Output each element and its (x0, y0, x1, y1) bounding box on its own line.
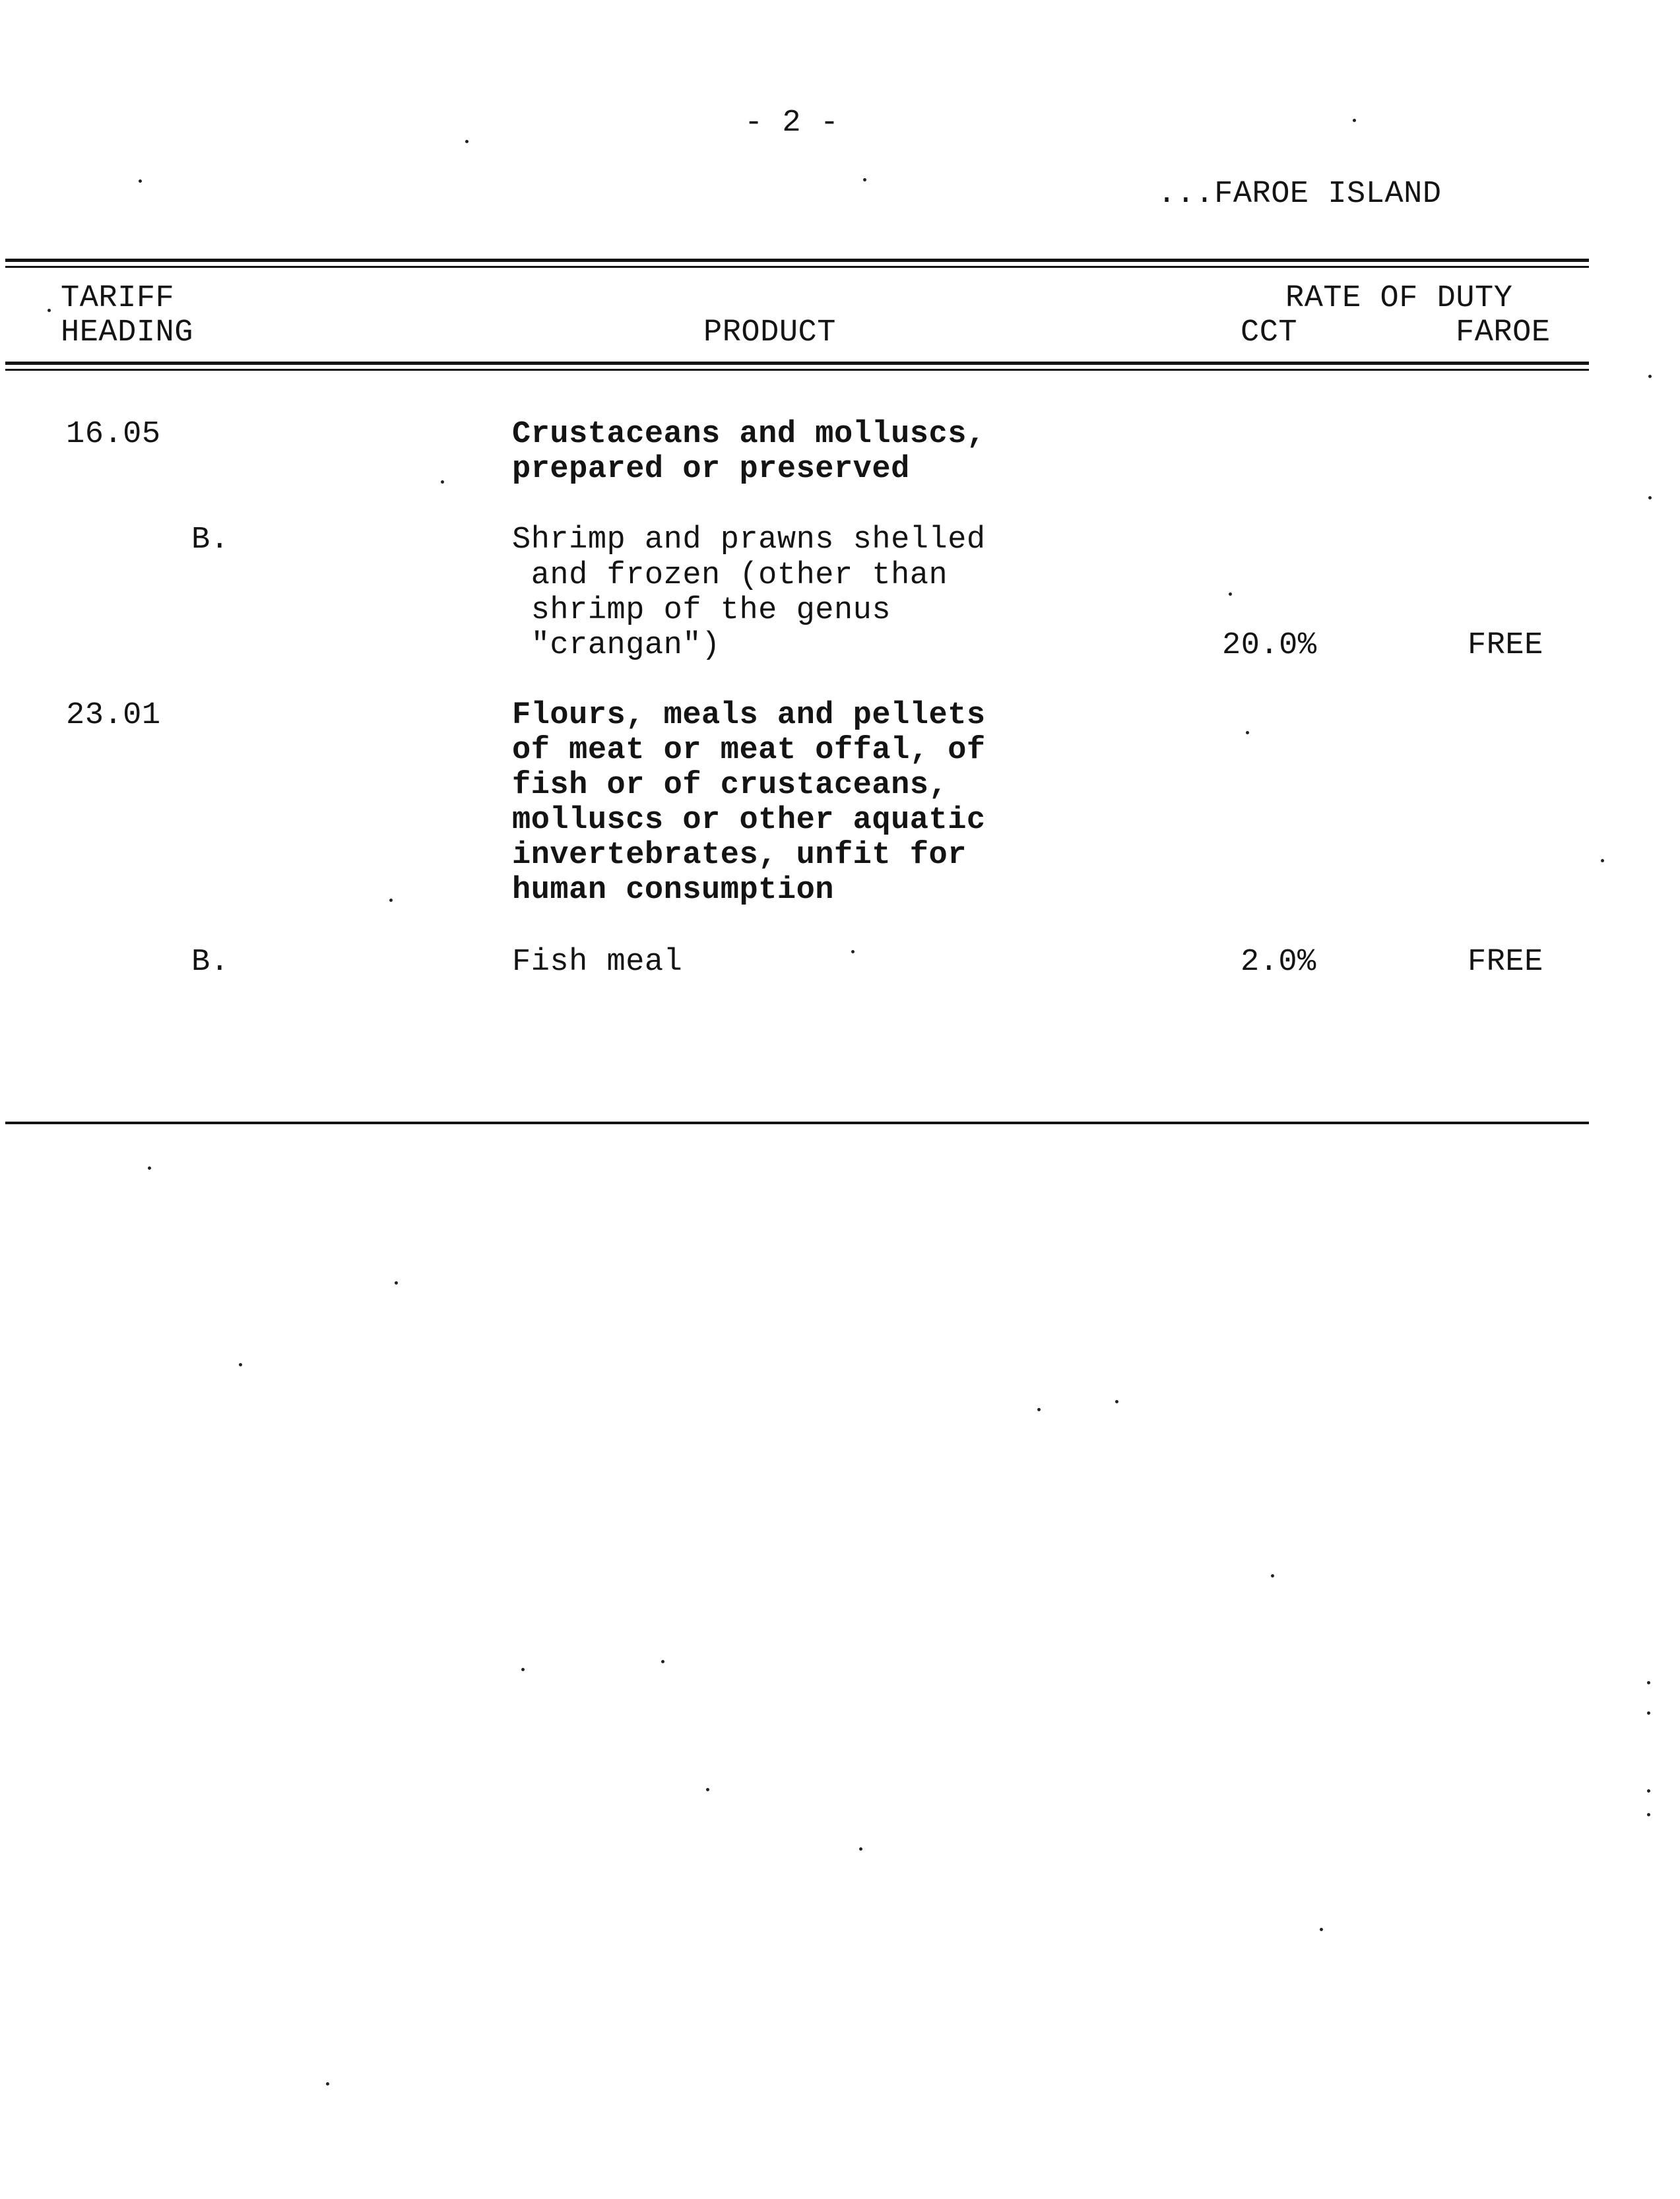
header-rate-of-duty: RATE OF DUTY (1285, 281, 1513, 316)
product-line: shrimp of the genus (512, 593, 891, 628)
product-line: and frozen (other than (512, 558, 948, 593)
scan-speck (1647, 1711, 1650, 1715)
product-line: "crangan") (512, 628, 721, 663)
table-top-rule-1 (5, 259, 1589, 262)
product-line: of meat or meat offal, of (512, 733, 986, 768)
running-header: ...FAROE ISLAND (1157, 177, 1442, 212)
scan-speck (1601, 859, 1604, 862)
scan-speck (1229, 592, 1232, 596)
scan-speck (851, 950, 855, 953)
scan-speck (239, 1363, 242, 1366)
scan-speck (139, 179, 142, 183)
product-line: Crustaceans and molluscs, (512, 417, 986, 452)
scan-speck (1271, 1574, 1274, 1578)
scan-speck (148, 1166, 151, 1170)
header-product: PRODUCT (703, 315, 836, 350)
header-tariff-line2: HEADING (61, 315, 193, 350)
tariff-subheading: B. (191, 523, 230, 558)
cct-rate: 2.0% (1241, 945, 1316, 980)
product-line: invertebrates, unfit for (512, 838, 967, 873)
product-line: Flours, meals and pellets (512, 698, 986, 733)
scan-speck (326, 2082, 329, 2086)
scan-speck (465, 140, 468, 143)
table-bottom-rule (5, 1122, 1589, 1124)
scan-speck (1037, 1408, 1041, 1411)
product-line: fish or of crustaceans, (512, 768, 948, 803)
cct-rate: 20.0% (1222, 628, 1317, 663)
scan-speck (1353, 119, 1356, 122)
scan-speck (1648, 496, 1652, 499)
scan-speck (1647, 1813, 1650, 1816)
scan-speck (389, 899, 393, 902)
header-bottom-rule-1 (5, 362, 1589, 365)
faroe-rate: FREE (1468, 945, 1543, 980)
scan-speck (863, 178, 866, 181)
tariff-heading: 16.05 (66, 417, 161, 452)
product-line: prepared or preserved (512, 452, 910, 487)
scan-speck (1246, 731, 1249, 734)
header-tariff-line1: TARIFF (61, 281, 175, 316)
faroe-rate: FREE (1468, 628, 1543, 663)
header-faroe: FAROE (1456, 315, 1551, 350)
product-line: molluscs or other aquatic (512, 803, 986, 838)
product-line: Shrimp and prawns shelled (512, 523, 986, 558)
scan-speck (1115, 1400, 1118, 1403)
scan-speck (395, 1281, 398, 1285)
table-top-rule-2 (5, 266, 1589, 268)
page-number: - 2 - (744, 106, 839, 141)
scan-speck (48, 309, 51, 312)
header-cct: CCT (1241, 315, 1298, 350)
header-bottom-rule-2 (5, 369, 1589, 371)
product-line: human consumption (512, 873, 834, 908)
scan-speck (1647, 1789, 1650, 1793)
scan-speck (706, 1788, 709, 1791)
scan-speck (859, 1847, 862, 1851)
scan-speck (1647, 1681, 1650, 1684)
scan-speck (1648, 375, 1652, 378)
product-line: Fish meal (512, 945, 683, 980)
tariff-heading: 23.01 (66, 698, 161, 733)
scan-speck (441, 480, 444, 484)
tariff-subheading: B. (191, 945, 230, 980)
scan-speck (521, 1668, 525, 1671)
scan-speck (1320, 1928, 1323, 1931)
scan-speck (661, 1660, 664, 1663)
